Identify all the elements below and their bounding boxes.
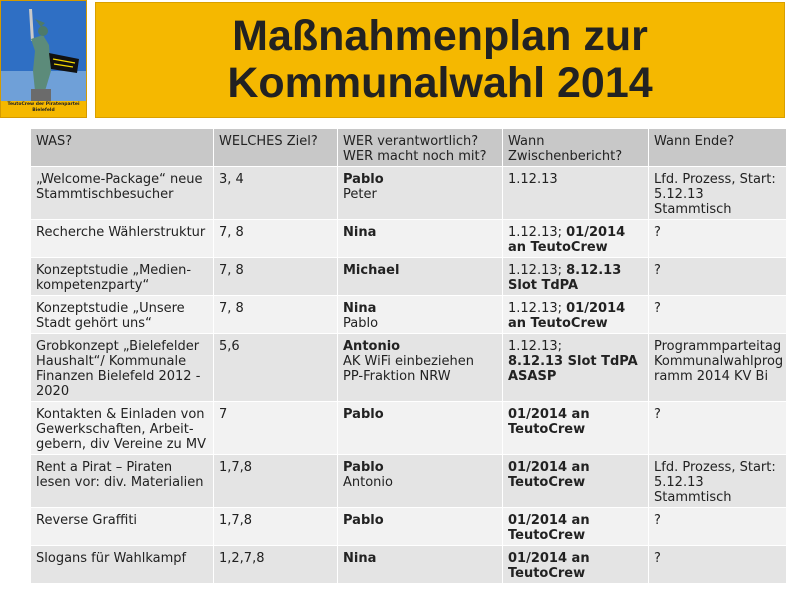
cell-was: Konzeptstudie „Medien-kompetenzparty“ bbox=[31, 258, 214, 296]
cell-was: Kontakten & Einladen von Gewerkschaften, Arbeit-gebern, div Vereine zu MV bbox=[31, 402, 214, 455]
table-row bbox=[31, 334, 787, 402]
report-text: 01/2014 an TeutoCrew bbox=[508, 551, 590, 581]
participant: PP-Fraktion NRW bbox=[343, 369, 451, 384]
cell-wer bbox=[338, 220, 503, 258]
title-line-1: Maßnahmenplan zur bbox=[232, 12, 648, 60]
cell-ziel: 1,7,8 bbox=[214, 508, 338, 546]
cell-wer bbox=[338, 334, 503, 402]
table-row bbox=[31, 546, 787, 584]
report-text: 1.12.13; bbox=[508, 301, 567, 316]
cell-was: Konzeptstudie „Unsere Stadt gehört uns“ bbox=[31, 296, 214, 334]
responsible-person: Pablo bbox=[343, 460, 384, 475]
statue-image bbox=[1, 1, 87, 118]
header-zwischenbericht bbox=[503, 129, 649, 167]
cell-ende: ? bbox=[649, 258, 787, 296]
cell-wer bbox=[338, 296, 503, 334]
cell-ende: ? bbox=[649, 546, 787, 584]
responsible-person: Nina bbox=[343, 225, 377, 240]
cell-zwischenbericht bbox=[503, 402, 649, 455]
responsible-person: Nina bbox=[343, 301, 377, 316]
cell-was: Slogans für Wahlkampf bbox=[31, 546, 214, 584]
report-text: 1.12.13 bbox=[508, 172, 558, 187]
table-row bbox=[31, 455, 787, 508]
report-text: 1.12.13; bbox=[508, 225, 567, 240]
logo-hermannsdenkmal bbox=[0, 0, 87, 118]
cell-zwischenbericht bbox=[503, 546, 649, 584]
cell-wer bbox=[338, 167, 503, 220]
cell-ende: ? bbox=[649, 220, 787, 258]
report-text: 8.12.13 Slot TdPA ASASP bbox=[508, 354, 638, 384]
cell-was: Rent a Pirat – Piraten lesen vor: div. Materialien bbox=[31, 455, 214, 508]
responsible-person: Antonio bbox=[343, 339, 401, 354]
cell-ziel: 3, 4 bbox=[214, 167, 338, 220]
header-text: Wann Ende? bbox=[654, 134, 735, 149]
cell-wer bbox=[338, 402, 503, 455]
cell-zwischenbericht bbox=[503, 508, 649, 546]
header-text: WER verantwortlich? bbox=[343, 134, 479, 149]
participant: Antonio bbox=[343, 475, 393, 490]
table-row bbox=[31, 220, 787, 258]
table-row bbox=[31, 508, 787, 546]
cell-ende: ? bbox=[649, 402, 787, 455]
header-text: Zwischenbericht? bbox=[508, 149, 623, 164]
header-text: Wann bbox=[508, 134, 545, 149]
cell-ziel: 5,6 bbox=[214, 334, 338, 402]
participant: Pablo bbox=[343, 316, 379, 331]
responsible-person: Pablo bbox=[343, 513, 384, 528]
title-banner bbox=[95, 2, 785, 118]
cell-ende: Lfd. Prozess, Start: 5.12.13 Stammtisch bbox=[649, 455, 787, 508]
measures-table bbox=[30, 128, 787, 584]
cell-ende: Programmparteitag Kommunalwahlprog ramm 2014 KV Bi bbox=[649, 334, 787, 402]
cell-zwischenbericht bbox=[503, 296, 649, 334]
cell-ziel: 7, 8 bbox=[214, 220, 338, 258]
responsible-person: Nina bbox=[343, 551, 377, 566]
cell-wer bbox=[338, 258, 503, 296]
cell-was: Grobkonzept „Bielefelder Haushalt“/ Kommunale Finanzen Bielefeld 2012 - 2020 bbox=[31, 334, 214, 402]
report-text: 01/2014 an TeutoCrew bbox=[508, 513, 590, 543]
responsible-person: Pablo bbox=[343, 172, 384, 187]
header-wer bbox=[338, 129, 503, 167]
cell-wer bbox=[338, 546, 503, 584]
cell-ziel: 7 bbox=[214, 402, 338, 455]
cell-was: „Welcome-Package“ neue Stammtischbesucher bbox=[31, 167, 214, 220]
table-row bbox=[31, 402, 787, 455]
table-row bbox=[31, 258, 787, 296]
participant: Peter bbox=[343, 187, 377, 202]
table-header bbox=[31, 129, 787, 167]
cell-ende: Lfd. Prozess, Start: 5.12.13 Stammtisch bbox=[649, 167, 787, 220]
cell-zwischenbericht bbox=[503, 334, 649, 402]
participant: AK WiFi einbeziehen bbox=[343, 354, 475, 369]
report-text: 1.12.13; bbox=[508, 263, 567, 278]
report-text: 01/2014 an TeutoCrew bbox=[508, 225, 626, 255]
cell-zwischenbericht bbox=[503, 167, 649, 220]
responsible-person: Pablo bbox=[343, 407, 384, 422]
cell-zwischenbericht bbox=[503, 455, 649, 508]
header-text: WELCHES Ziel? bbox=[219, 134, 318, 149]
cell-zwischenbericht bbox=[503, 258, 649, 296]
title-line-2: Kommunalwahl 2014 bbox=[227, 59, 653, 107]
cell-was: Reverse Graffiti bbox=[31, 508, 214, 546]
cell-ziel: 7, 8 bbox=[214, 296, 338, 334]
header-was bbox=[31, 129, 214, 167]
cell-zwischenbericht bbox=[503, 220, 649, 258]
table-body bbox=[31, 167, 787, 584]
table-row bbox=[31, 167, 787, 220]
header-ziel bbox=[214, 129, 338, 167]
header-text: WER macht noch mit? bbox=[343, 149, 487, 164]
header-row bbox=[31, 129, 787, 167]
header-text: WAS? bbox=[36, 134, 73, 149]
report-text: 01/2014 an TeutoCrew bbox=[508, 407, 590, 437]
cell-ziel: 1,2,7,8 bbox=[214, 546, 338, 584]
cell-ziel: 7, 8 bbox=[214, 258, 338, 296]
cell-ende: ? bbox=[649, 508, 787, 546]
cell-wer bbox=[338, 508, 503, 546]
report-text: 01/2014 an TeutoCrew bbox=[508, 460, 590, 490]
cell-was: Recherche Wählerstruktur bbox=[31, 220, 214, 258]
cell-ziel: 1,7,8 bbox=[214, 455, 338, 508]
report-text: 8.12.13 Slot TdPA bbox=[508, 263, 622, 293]
table-row bbox=[31, 296, 787, 334]
header-ende bbox=[649, 129, 787, 167]
page-title bbox=[227, 13, 652, 107]
cell-ende: ? bbox=[649, 296, 787, 334]
report-text: 1.12.13; bbox=[508, 339, 562, 354]
report-text: 01/2014 an TeutoCrew bbox=[508, 301, 626, 331]
cell-wer bbox=[338, 455, 503, 508]
logo-caption: TeutoCrew der Piratenpartei Bielefeld bbox=[7, 102, 80, 113]
responsible-person: Michael bbox=[343, 263, 400, 278]
